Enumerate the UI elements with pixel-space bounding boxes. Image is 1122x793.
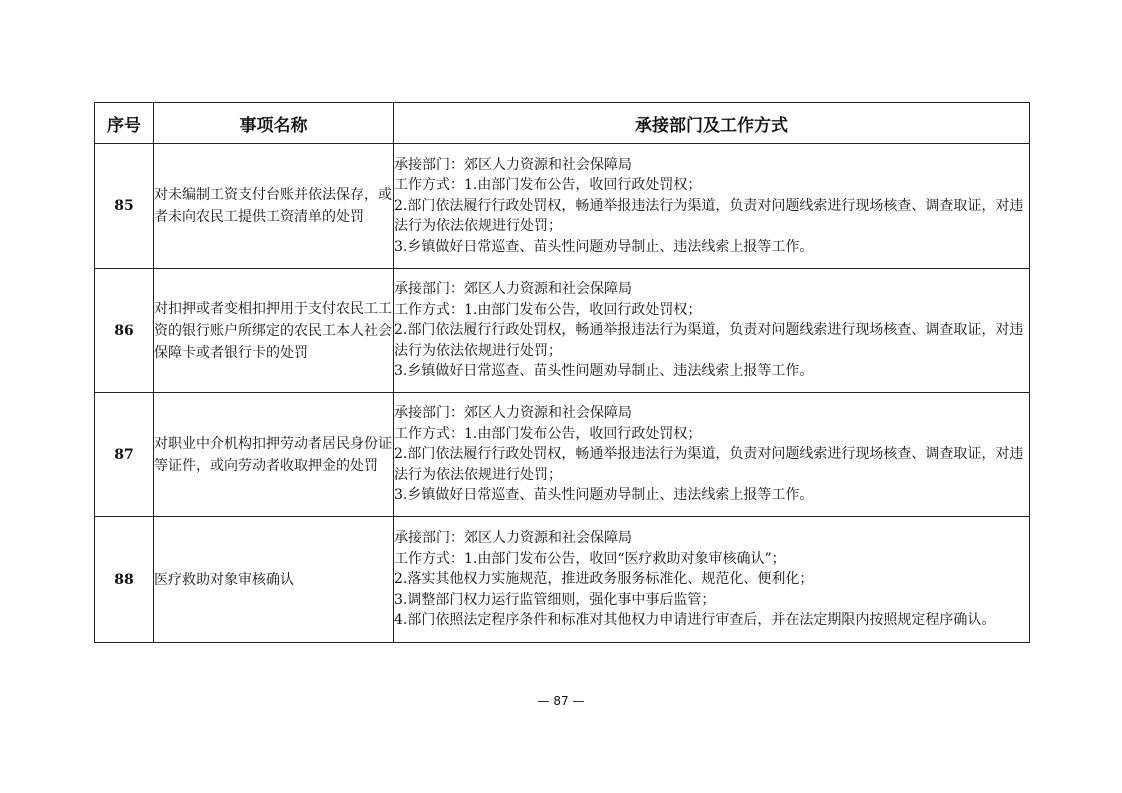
header-matter-name: 事项名称 [154, 103, 394, 144]
table-row [95, 269, 1030, 393]
row-department-method [394, 517, 1030, 643]
row-department-method [394, 144, 1030, 269]
table-header-row [95, 103, 1030, 144]
header-department-and-method: 承接部门及工作方式 [394, 103, 1030, 144]
method-line: 工作方式：1.由部门发布公告，收回行政处罚权； [394, 425, 702, 442]
method-line: 4.部门依照法定程序条件和标准对其他权力申请进行审查后，并在法定期限内按照规定程序确认。 [394, 612, 996, 629]
method-line: 2.部门依法履行行政处罚权，畅通举报违法行为渠道，负责对问题线索进行现场核查、调查取证，对违法行为依法依规进行处罚； [394, 446, 1024, 483]
header-serial-number: 序号 [95, 103, 154, 144]
method-line: 3.乡镇做好日常巡查、苗头性问题劝导制止、违法线索上报等工作。 [394, 238, 814, 255]
page-number: — 87 — [537, 694, 585, 708]
method-line: 工作方式：1.由部门发布公告，收回行政处罚权； [394, 177, 702, 194]
method-line: 工作方式：1.由部门发布公告，收回“医疗救助对象审核确认”； [394, 550, 786, 567]
row-matter-name: 对扣押或者变相扣押用于支付农民工工资的银行账户所绑定的农民工本人社会保障卡或者银行卡的处罚 [154, 269, 394, 393]
row-matter-name: 对未编制工资支付台账并依法保存，或者未向农民工提供工资清单的处罚 [154, 144, 394, 269]
method-line: 2.部门依法履行行政处罚权，畅通举报违法行为渠道，负责对问题线索进行现场核查、调查取证，对违法行为依法依规进行处罚； [394, 322, 1024, 359]
row-department-method [394, 269, 1030, 393]
matters-table [94, 102, 1030, 643]
dept-line: 承接部门：郊区人力资源和社会保障局 [394, 156, 632, 173]
table-row [95, 144, 1030, 269]
dept-line: 承接部门：郊区人力资源和社会保障局 [394, 281, 632, 298]
dept-line: 承接部门：郊区人力资源和社会保障局 [394, 530, 632, 547]
row-serial-number: 87 [95, 393, 154, 517]
method-line: 2.部门依法履行行政处罚权，畅通举报违法行为渠道，负责对问题线索进行现场核查、调查取证，对违法行为依法依规进行处罚； [394, 197, 1024, 235]
row-serial-number: 88 [95, 517, 154, 643]
table-row [95, 393, 1030, 517]
method-line: 3.乡镇做好日常巡查、苗头性问题劝导制止、违法线索上报等工作。 [394, 487, 814, 504]
row-matter-name: 医疗救助对象审核确认 [154, 517, 394, 643]
method-line: 工作方式：1.由部门发布公告，收回行政处罚权； [394, 301, 702, 318]
row-serial-number: 85 [95, 144, 154, 269]
row-serial-number: 86 [95, 269, 154, 393]
table-row [95, 517, 1030, 643]
dept-line: 承接部门：郊区人力资源和社会保障局 [394, 405, 632, 422]
method-line: 2.落实其他权力实施规范，推进政务服务标准化、规范化、便利化； [394, 571, 814, 588]
method-line: 3.乡镇做好日常巡查、苗头性问题劝导制止、违法线索上报等工作。 [394, 363, 814, 380]
row-matter-name: 对职业中介机构扣押劳动者居民身份证等证件，或向劳动者收取押金的处罚 [154, 393, 394, 517]
method-line: 3.调整部门权力运行监管细则，强化事中事后监管； [394, 591, 716, 608]
row-department-method [394, 393, 1030, 517]
